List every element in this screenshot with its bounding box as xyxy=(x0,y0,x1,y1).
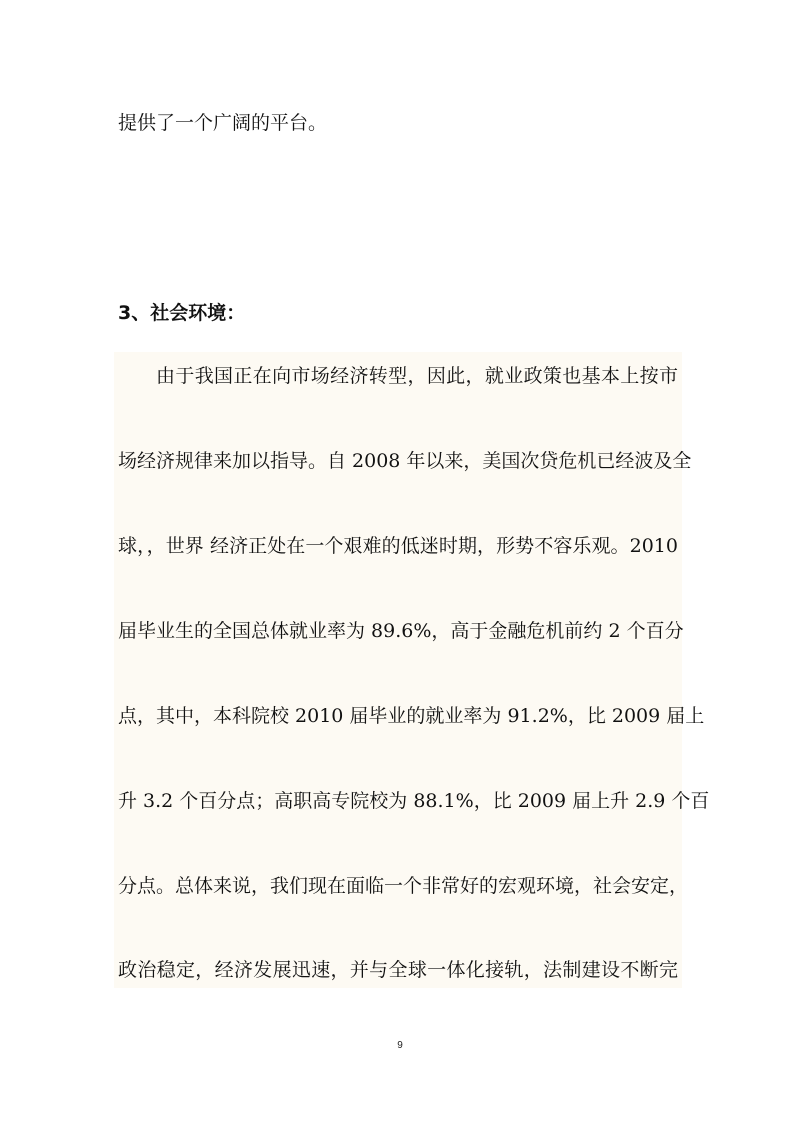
paragraph-line-3: 球，，世界 经济正处在一个艰难的低迷时期，形势不容乐观。2010 xyxy=(118,535,678,557)
paragraph-line-8: 政治稳定，经济发展迅速，并与全球一体化接轨，法制建设不断完 xyxy=(118,959,678,981)
section-heading: 3、社会环境： xyxy=(118,302,246,324)
paragraph-line-2: 场经济规律来加以指导。自 2008 年以来，美国次贷危机已经波及全 xyxy=(118,450,692,472)
paragraph-line-4: 届毕业生的全国总体就业率为 89.6%，高于金融危机前约 2 个百分 xyxy=(118,620,684,642)
paragraph-line-1: 由于我国正在向市场经济转型，因此，就业政策也基本上按市 xyxy=(156,365,678,387)
paragraph-line-5: 点，其中，本科院校 2010 届毕业的就业率为 91.2%，比 2009 届上 xyxy=(118,705,705,727)
paragraph-line-6: 升 3.2 个百分点；高职高专院校为 88.1%，比 2009 届上升 2.9 个百 xyxy=(118,790,710,812)
carryover-text-line: 提供了一个广阔的平台。 xyxy=(118,112,328,134)
section-paragraph xyxy=(114,352,710,988)
paragraph-line-7: 分点。总体来说，我们现在面临一个非常好的宏观环境，社会安定， xyxy=(118,875,689,897)
page-number: 9 xyxy=(397,1040,403,1051)
